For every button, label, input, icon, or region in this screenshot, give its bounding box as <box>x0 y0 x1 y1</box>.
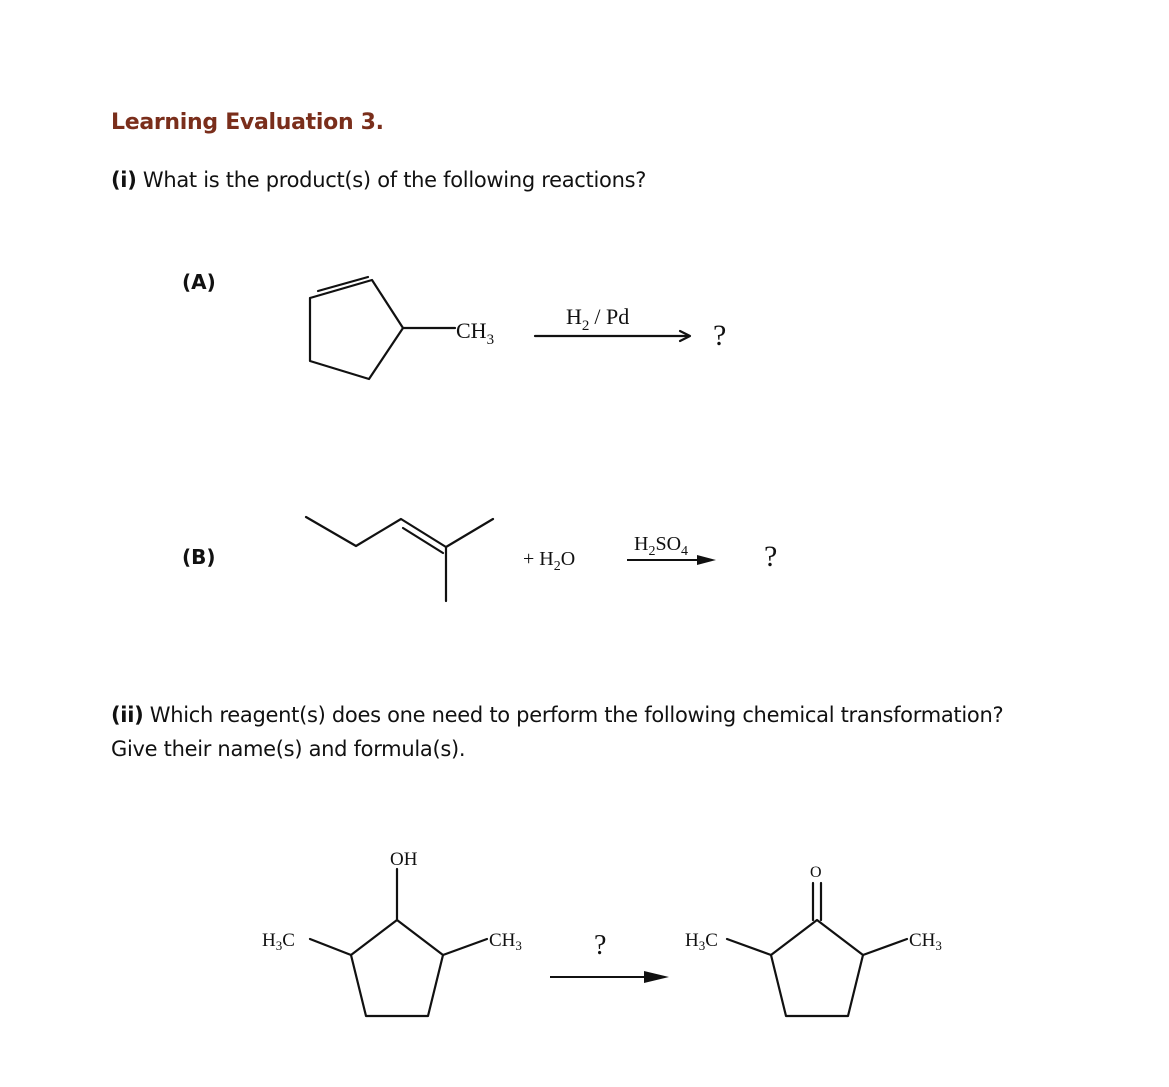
transformation-reagent: ? <box>594 930 607 961</box>
reaction-a-product: ? <box>713 319 727 352</box>
right-h3c-label: $H_3C$ <box>685 930 718 953</box>
transformation-arrow <box>550 971 669 983</box>
reaction-b-product: ? <box>764 540 778 573</box>
reaction-b-arrow <box>627 555 716 565</box>
left-ch3-label: $CH_3$ <box>489 930 522 953</box>
right-o-label: O <box>810 864 822 881</box>
section-heading: Learning Evaluation 3. <box>111 110 384 135</box>
reaction-a-ch3: $CH_3$ <box>456 318 495 348</box>
reaction-a-label: (A) <box>182 270 216 294</box>
left-oh-label: OH <box>390 849 418 870</box>
left-h3c-label: $H_3C$ <box>262 930 295 953</box>
reaction-a-structure <box>310 277 455 379</box>
question-ii-line2: Give their name(s) and formula(s). <box>111 737 466 761</box>
reaction-b-structure <box>306 517 493 601</box>
right-cyclopentanone-structure <box>727 883 907 1016</box>
reaction-a-arrow <box>535 331 690 341</box>
question-ii-number: (ii) <box>111 703 144 727</box>
left-cyclopentanol-structure <box>310 869 487 1016</box>
question-i-text: What is the product(s) of the following reactions? <box>142 168 647 192</box>
question-i-number: (i) <box>111 168 137 192</box>
right-ch3-label: $CH_3$ <box>909 930 942 953</box>
question-ii-line1: Which reagent(s) does one need to perform the following chemical transformation? <box>149 703 1004 727</box>
reaction-b-water: + $H_2O$ <box>523 548 576 574</box>
reaction-a-reagent: $H_2$ / Pd <box>566 304 630 334</box>
reaction-b-catalyst: $H_2SO_4$ <box>634 533 689 559</box>
reaction-b-label: (B) <box>182 545 216 569</box>
